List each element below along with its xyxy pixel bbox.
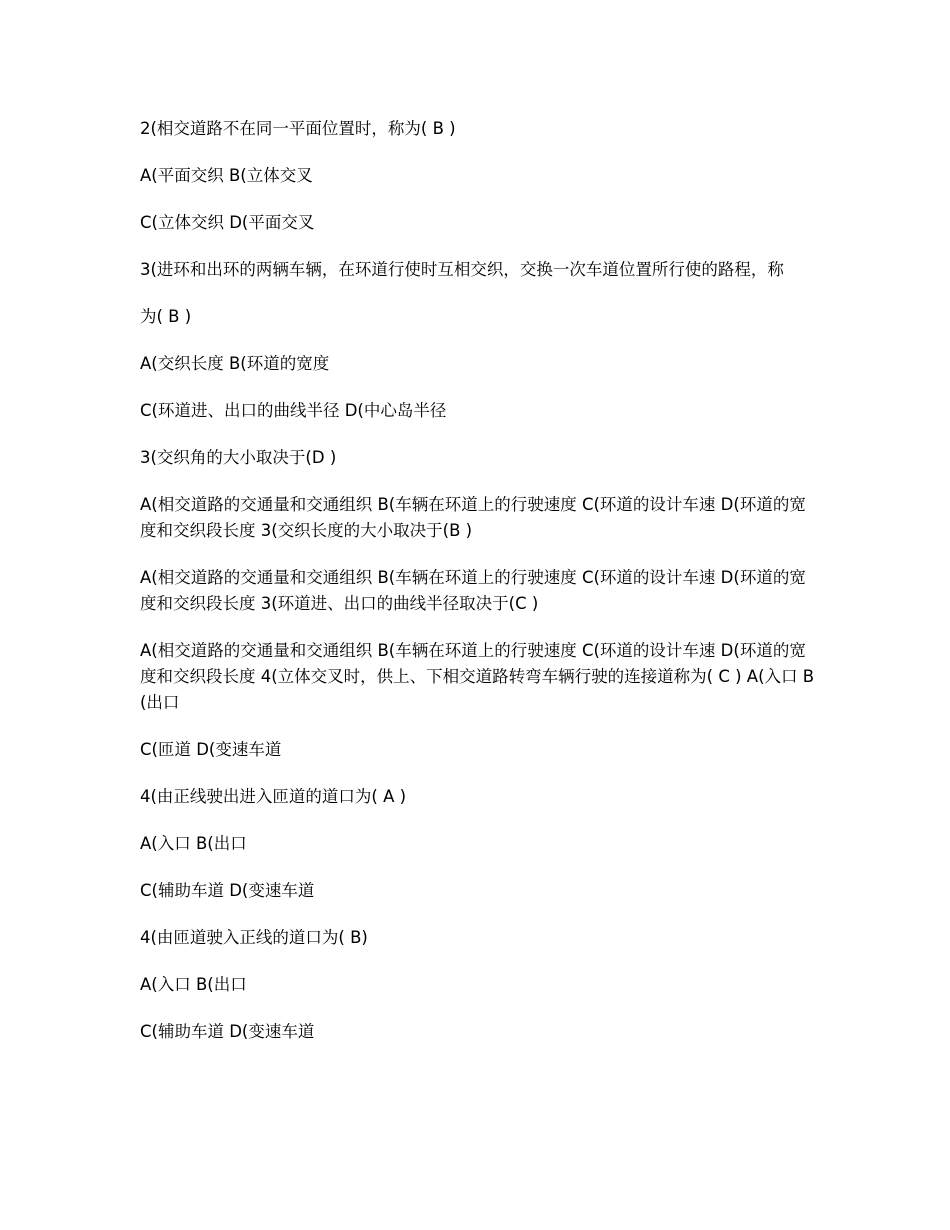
question-3a-options-ab: A(交织长度 B(环道的宽度	[140, 354, 330, 373]
question-2-options-cd: C(立体交织 D(平面交叉	[140, 213, 315, 232]
question-3b-options: A(相交道路的交通量和交通组织 B(车辆在环道上的行驶速度 C(环道的设计车速 D(环道的宽度和交织段长度 3(交织长度的大小取决于(B )	[140, 495, 806, 540]
document-body	[140, 116, 820, 1066]
question-3b-stem: 3(交织角的大小取决于(D )	[140, 448, 337, 467]
question-4c-options-ab: A(入口 B(出口	[140, 975, 247, 994]
question-3a-stem-continued: 为( B )	[140, 307, 192, 326]
question-3a-options-cd: C(环道进、出口的曲线半径 D(中心岛半径	[140, 401, 447, 420]
question-3d-options: A(相交道路的交通量和交通组织 B(车辆在环道上的行驶速度 C(环道的设计车速 D(环道的宽度和交织段长度 4(立体交叉时，供上、下相交道路转弯车辆行驶的连接道称为( C ) A(入口 B(出口	[140, 641, 815, 712]
question-3c-options: A(相交道路的交通量和交通组织 B(车辆在环道上的行驶速度 C(环道的设计车速 D(环道的宽度和交织段长度 3(环道进、出口的曲线半径取决于(C )	[140, 568, 806, 613]
question-4b-stem: 4(由正线驶出进入匝道的道口为( A )	[140, 787, 407, 806]
question-2-stem: 2(相交道路不在同一平面位置时，称为( B )	[140, 119, 456, 138]
question-4b-options-ab: A(入口 B(出口	[140, 834, 247, 853]
question-4a-options-cd: C(匝道 D(变速车道	[140, 740, 282, 759]
question-2-options-ab: A(平面交织 B(立体交叉	[140, 166, 313, 185]
question-3a-stem: 3(进环和出环的两辆车辆，在环道行使时互相交织，交换一次车道位置所行使的路程，称	[140, 260, 784, 279]
question-4c-options-cd: C(辅助车道 D(变速车道	[140, 1022, 315, 1041]
question-4c-stem: 4(由匝道驶入正线的道口为( B)	[140, 928, 368, 947]
question-4b-options-cd: C(辅助车道 D(变速车道	[140, 881, 315, 900]
